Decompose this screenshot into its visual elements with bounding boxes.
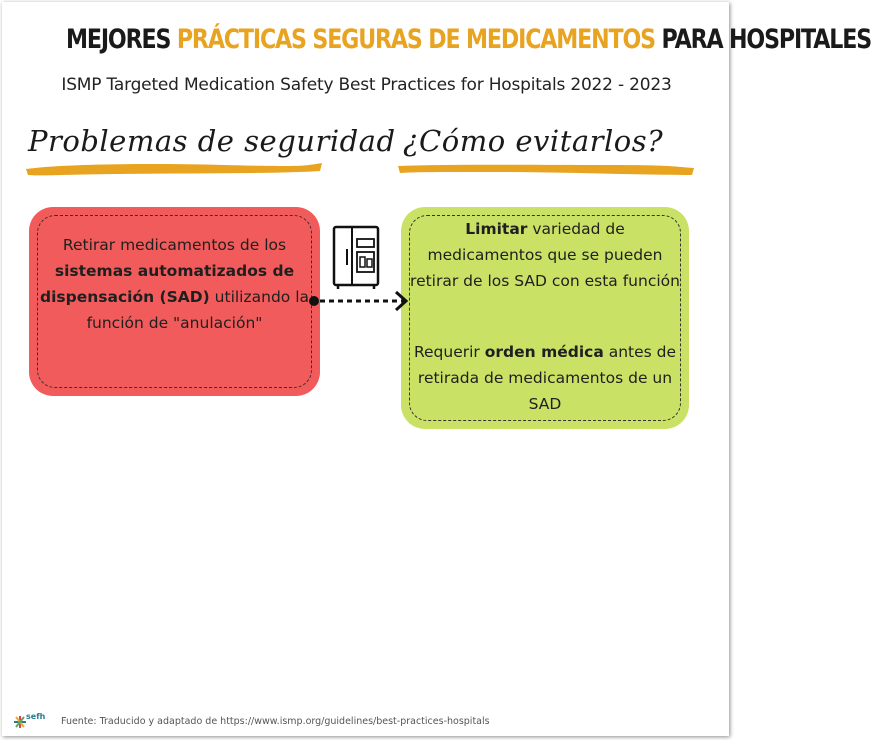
page-subtitle: ISMP Targeted Medication Safety Best Practices for Hospitals 2022 - 2023 [61, 75, 672, 95]
heading-problems: Problemas de seguridad [28, 124, 396, 158]
medication-cabinet-icon [330, 225, 382, 291]
footer-source: Fuente: Traducido y adaptado de https://www.ismp.org/guidelines/best-practices-hospitals [61, 716, 490, 727]
sefh-logo-text: sefh [26, 712, 46, 721]
brush-underline-right [396, 160, 696, 178]
brush-underline-left [24, 160, 324, 178]
solution-text-order: Requerir orden médica antes de retirada de medicamentos de un SAD [413, 343, 677, 413]
page-title: MEJORES PRÁCTICAS SEGURAS DE MEDICAMENTOS PARA HOSPITALES [65, 24, 871, 55]
heading-how-to-avoid: ¿Cómo evitarlos? [403, 124, 664, 158]
problem-text: Retirar medicamentos de los sistemas automatizados de dispensación (SAD) utilizando la función de "anulación" [39, 236, 309, 332]
dotted-arrow-icon [308, 288, 412, 314]
solution-text-limit: Limitar variedad de medicamentos que se pueden retirar de los SAD con esta función [410, 220, 680, 290]
